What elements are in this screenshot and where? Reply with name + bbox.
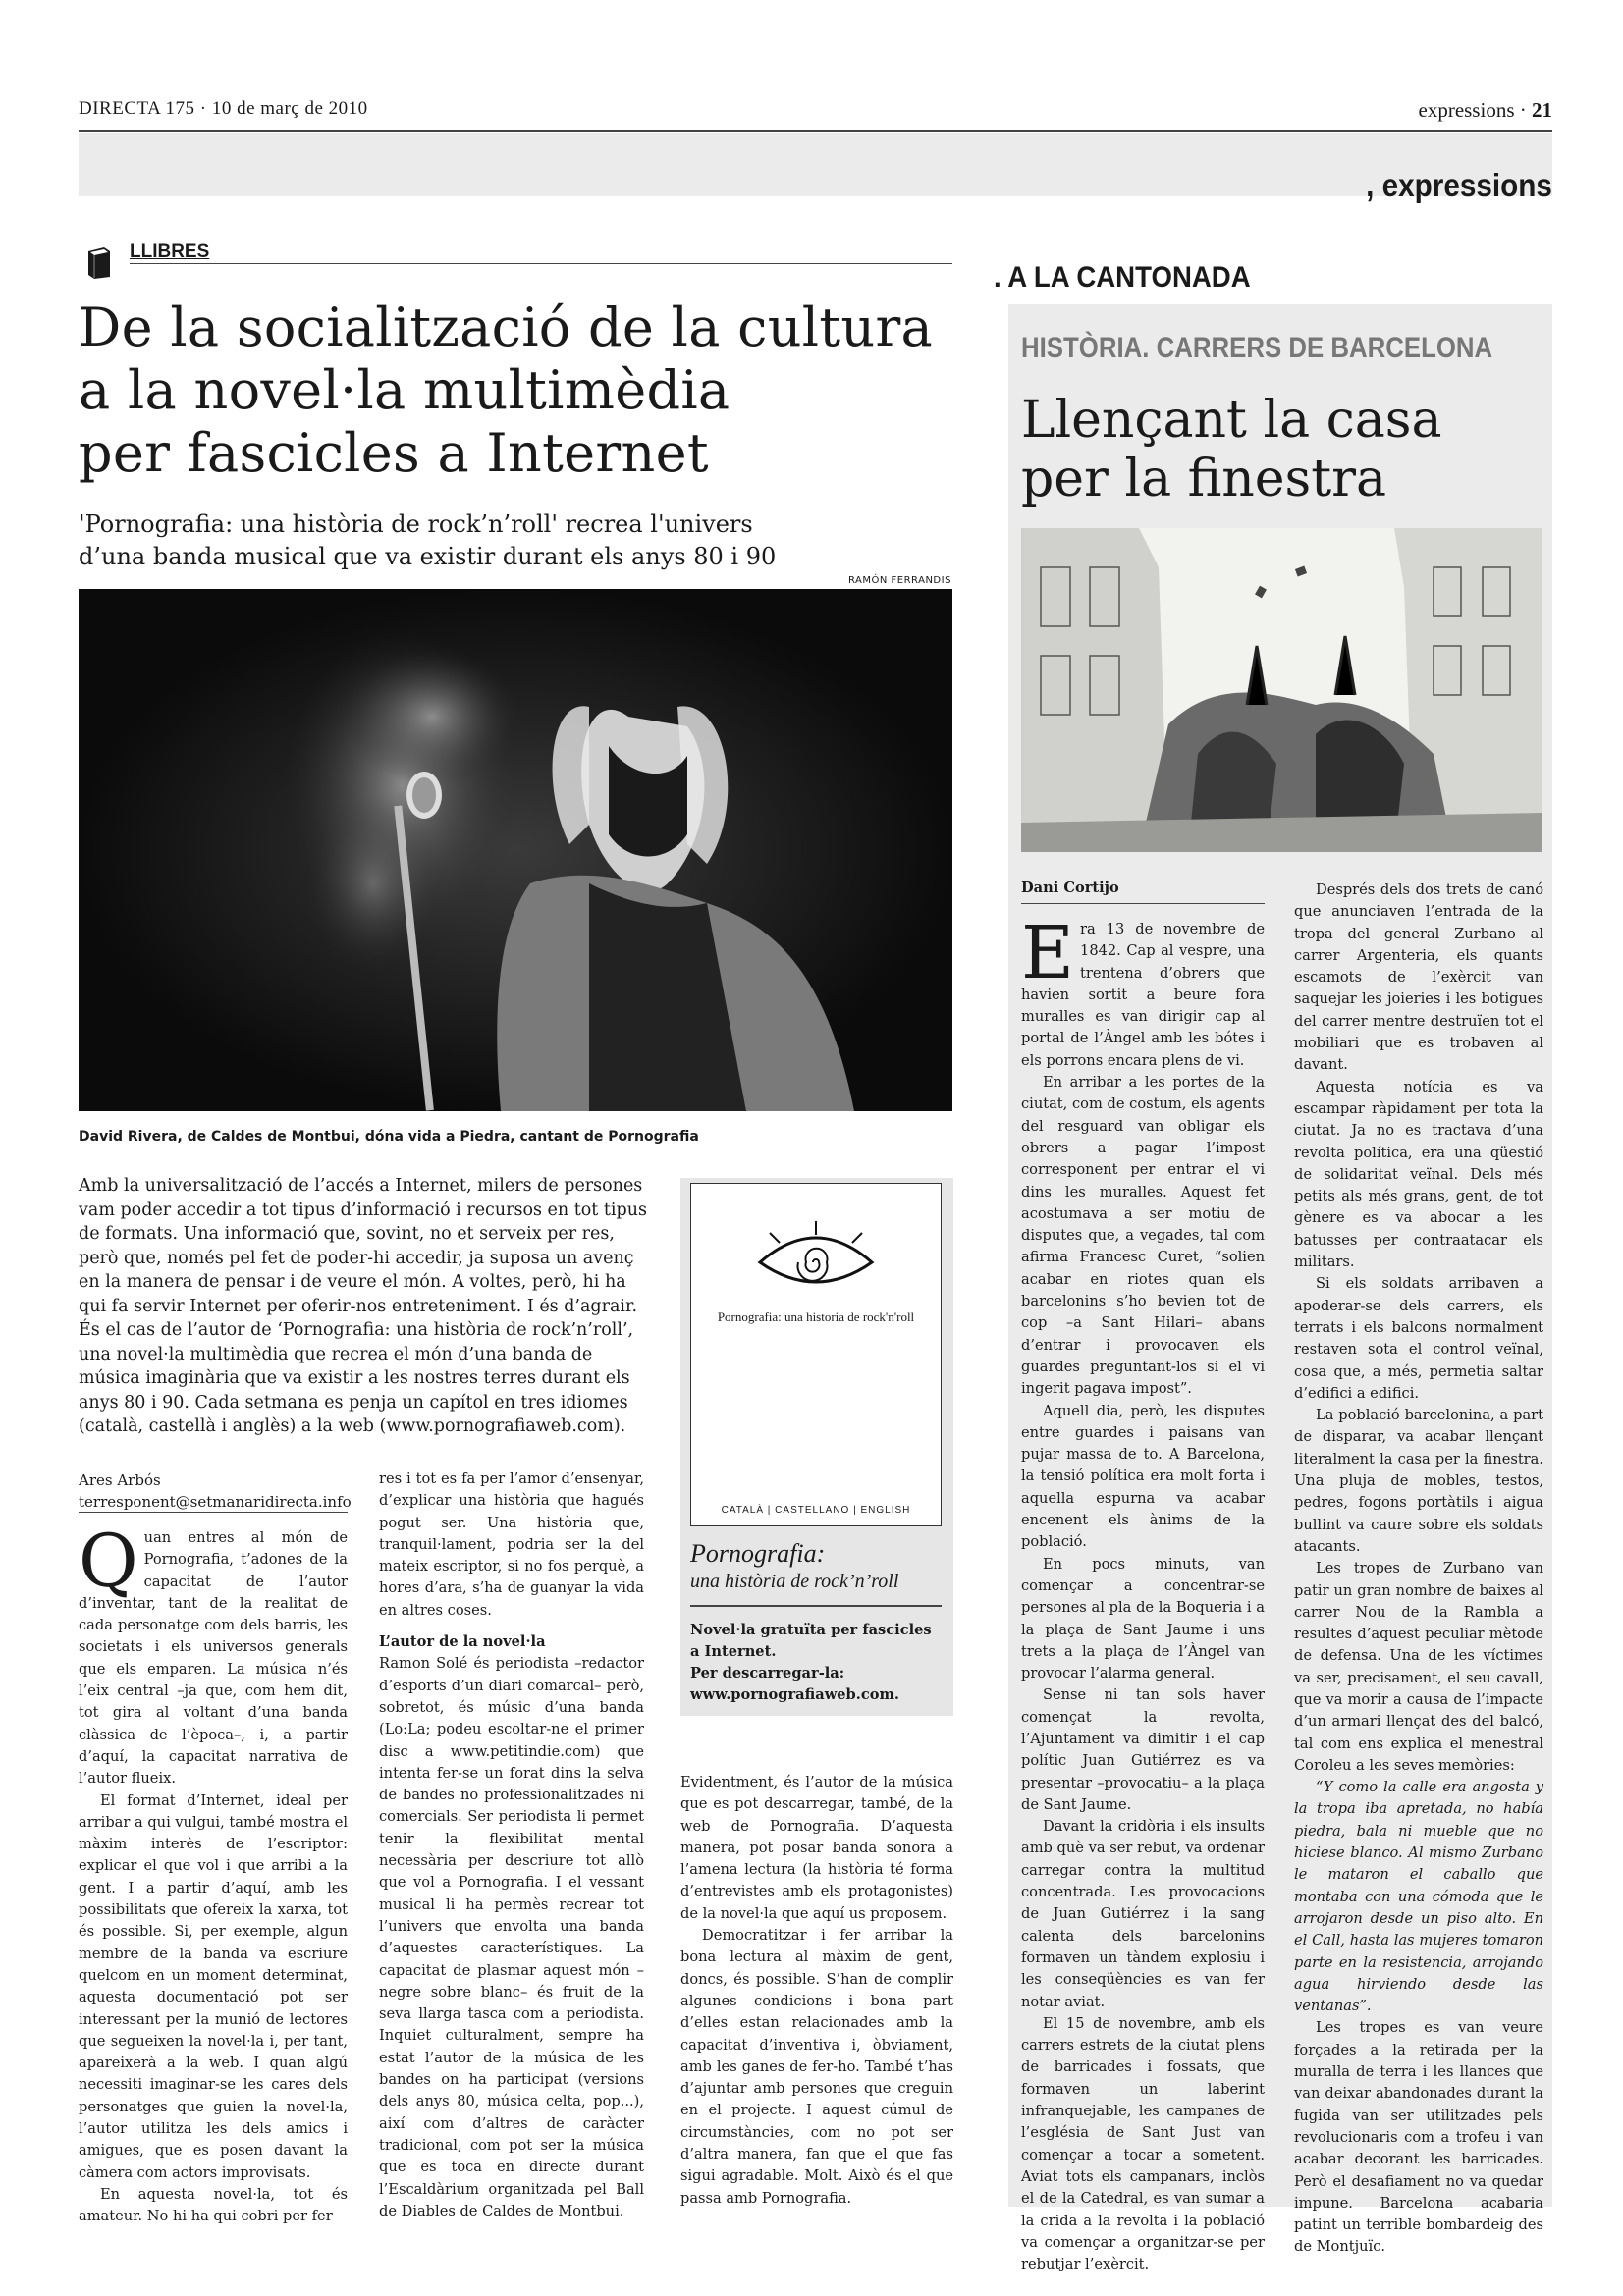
intro-paragraph: Amb la universalització de l’accés a Internet, milers de persones vam poder accedir a tot tipus d’informació i recursos en tot tipus de formats. Una informació que, sovint, no et serveix per res, però que, només pel fet de poder-hi accedir, ja suposa un avenç en la manera de pensar i de veure el món. A voltes, però, hi ha qui fa servir Internet per oferir-nos entreteniment. I és d’agrair. És el cas de l’autor de ‘Pornografia: una història de rock’n’roll’, una novel·la multimèdia que recrea el món d’una banda de música imaginària que va existir a les nostres terres durant els anys 80 i 90. Cada setmana es penja un capítol en tres idiomes (català, castellà i anglès) a la web (www.pornografiaweb.com).	[79, 1176, 647, 1436]
book-cover	[690, 1183, 942, 1526]
paragraph: Democratitzar i fer arribar la bona lectura al màxim de gent, doncs, és possible. S’han de complir algunes condicions i bona part d’elles estan relacionades amb la capacitat d’inventiva i, òbviament, amb les ganes de fer-ho. També t’has d’ajuntar amb persones que creguin en el projecte. I aquest cúmul de circumstàncies, com no pot ser d’altra manera, fan que el que fas sigui agradable. Molt. Això és el que passa amb Pornografia.	[680, 1927, 953, 2207]
book-info-link[interactable]: www.pornografiaweb.com.	[690, 1686, 899, 1703]
paragraph: Ramon Solé és periodista –redactor d’esports d’un diari comarcal– però, sobretot, és músic d’una banda (Lo:La; podeu escoltar-ne el primer disc a www.petitindie.com) que intenta fer-se un forat dins la selva de bandes no professionalitzades ni comercials. Ser periodista li permet tenir la flexibilitat mental necessària per descriure tot allò que vol a Pornografia. I el vessant musical li ha permès recrear tot l’univers que envolta una banda d’aquestes característiques. La capacitat de plasmar aquest món –negre sobre blanc– és fruit de la seva llarga tasca com a periodista. Inquiet culturalment, sempre ha estat l’autor de la música de les bandes on ha participat (versions dels anys 80, música celta, pop...), així com d’altres de caràcter tradicional, com pot ser la música que es toca en directe durant l’Escaldàrium organitzada pel Ball de Diables de Caldes de Montbui.	[379, 1655, 644, 2219]
article-column-3	[680, 1772, 953, 2210]
quote-paragraph: “Y como la calle era angosta y la tropa iba apretada, no había piedra, bala ni mueble que no hiciese blanco. Al mismo Zurbano le mataron el caballo que montaba con una cómoda que le arrojaron desde un piso alto. En el Call, hasta las mujeres tomaron parte en la resistencia, arrojando agua hirviendo desde las ventanas”.	[1294, 1779, 1543, 2015]
section-rule	[130, 263, 952, 264]
article-column-1	[79, 1520, 348, 2228]
section-label-llibres: LLIBRES	[130, 241, 210, 262]
book-rule	[690, 1605, 942, 1607]
paragraph: Aquesta notícia es va escampar ràpidament per tota la ciutat. Ja no es tractava d’una revolta política, era una qüestió de solidaritat veïnal. Dels més petits als més grans, gent, de tot gènere es va abocar a les batusses per contraatacar els militars.	[1294, 1078, 1543, 1271]
author-name: Ares Arbós	[79, 1471, 161, 1489]
book-info	[690, 1620, 946, 1706]
paragraph	[79, 1520, 348, 1790]
subheadline	[79, 508, 962, 573]
paragraph: Sense ni tan sols haver començat la revolta, l’Ajuntament va dimitir i el cap polític Juan Gutiérrez es va presentar –provocatiu– a la plaça de Sant Jaume.	[1021, 1686, 1265, 1813]
headline	[79, 296, 962, 485]
paragraph	[1021, 911, 1265, 1072]
paragraph: Aquell dia, però, les disputes entre guardes i paisans van pujar massa de to. A Barcelona, la tensió política era molt forta i aquella espurna va acabar encenent els ànims de la població.	[1021, 1402, 1265, 1551]
paragraph: res i tot es fa per l’amor d’ensenyar, d’explicar una història que hagués pogut ser. Una història que, tranquil·lament, podria ser la del mateix escriptor, si no fos perquè, a hores d’ara, s’ha de guanyar la vida en altres coses.	[379, 1470, 644, 1619]
paragraph-text: uan entres al món de Pornografia, t’adones de la capacitat de l’autor d’inventar, tant de la realitat de cada personatge com dels barris, les societats i els universos generals que els emparen. La música n’és l’eix central –ja que, com hem dit, tot gira al voltant d’una banda clàssica de l’època–, i, a partir d’aquí, la capacitat narrativa de l’autor flueix.	[79, 1529, 348, 1788]
page-number: 21	[1532, 98, 1552, 122]
book-info-line: Novel·la gratuïta per fascicles a Internet.	[690, 1622, 932, 1660]
paragraph: El 15 de novembre, amb els carrers estrets de la ciutat plens de barricades i fossats, que formaven un laberint infranquejable, les campanes de l’església de Sant Just van començar a tocar a sometent. Aviat tots els campanars, inclòs el de la Catedral, es van sumar a la crida a la revolta i la població va començar a organitzar-se per rebutjar l’exèrcit.	[1021, 2014, 1265, 2273]
section-name: expressions	[1418, 98, 1515, 122]
paragraph: En pocs minuts, van començar a concentrar-se persones al pla de la Boqueria i a la plaça de Sant Jaume i uns trets a la plaça de l’Àngel van provocar l’alarma general.	[1021, 1555, 1265, 1682]
headline-line: a la novel·la multimèdia	[79, 359, 730, 421]
section-label-cantonada: . A LA CANTONADA	[994, 261, 1251, 294]
drop-cap: E	[1021, 911, 1075, 995]
historical-engraving	[1021, 528, 1542, 852]
paragraph-text: ra 13 de novembre de 1842. Cap al vespre, una trentena d’obrers que havien sortit a beure fora muralles es van dirigir cap al portal de l’Àngel amb les bótes i els porrons encara plens de vi.	[1021, 921, 1265, 1069]
byline	[79, 1469, 352, 1513]
headline-line: Llençant la casa	[1021, 391, 1442, 450]
book-cover-languages: CATALÀ | CASTELLANO | ENGLISH	[721, 1505, 911, 1516]
book-title: Pornografia:	[690, 1539, 826, 1568]
paragraph: En arribar a les portes de la ciutat, com de costum, els agents del resguard van obligar els obrers a pagar l’impost corresponent per entrar el vi dins les muralles. Aquest fet acostumava a ser motiu de disputes que, a vegades, tal com afirma Francesc Curet, “solien acabar en riotes quan els barcelonins s’ho bevien tot de cop –a Sant Hilari– abans d’entrar i provocaven els guardes preguntant-los si el vi ingerit pagava impost”.	[1021, 1074, 1265, 1398]
paragraph: El format d’Internet, ideal per arribar a qui vulgui, també mostra el màxim interès de l’escriptor: explicar el que vol i que arribi a la gent. I a partir d’aquí, amb les possibilitats que ofereix la xarxa, tot és possible. Si, per exemple, algun membre de la banda va escriure quelcom en un moment determinat, aquesta documentació pot ser interessant per la munió de lectores que segueixen la novel·la i, per tant, apareixerà a la web. I quan algú necessiti imaginar-se les cares dels personatges que guien la novel·la, l’autor utilitza les dels amics i amigues, que es posen davant la càmera com actors improvisats.	[79, 1791, 348, 2181]
header-separator: ·	[1514, 98, 1532, 122]
subheadline-line: 'Pornografia: una història de rock’n’roll' recrea l'univers	[79, 510, 753, 538]
paragraph: Després dels dos trets de canó que anunciaven l’entrada de la tropa del general Zurbano al carrer Argenteria, els quants escamots de l’exèrcit van saquejar les joieries i les botigues del carrer mentre destruïen tot el mobiliari que es trobaven al davant.	[1294, 881, 1543, 1074]
header-rule	[79, 130, 1552, 132]
photo-credit: RAMÓN FERRANDIS	[848, 575, 951, 586]
byline-rule	[79, 1512, 348, 1513]
paragraph: Davant la cridòria i els insults amb què va ser rebut, va ordenar carregar contra la multitud concentrada. Les provocacions de Juan Gutiérrez i la sang calenta dels barcelonins formaven un tàndem explosiu i les conseqüències es van fer notar aviat.	[1021, 1818, 1265, 2010]
author-email: terresponent@setmanaridirecta.info	[79, 1493, 352, 1511]
byline-author: Dani Cortijo	[1021, 880, 1119, 896]
headline-line: De la socialització de la cultura	[79, 296, 934, 358]
sidebar-headline	[1021, 391, 1542, 508]
column-subhead: L’autor de la novel·la	[379, 1633, 546, 1651]
page-header-right	[1419, 98, 1553, 123]
drop-cap: Q	[79, 1520, 138, 1604]
subheadline-line: d’una banda musical que va existir durant els anys 80 i 90	[79, 543, 777, 570]
paragraph: Les tropes de Zurbano van patir un gran nombre de baixes al carrer Nou de la Rambla a resultes d’aquest peculiar mètode de defensa. Una de les víctimes va ser, precisament, el seu cavall, que va morir a causa de l’impacte d’un armari llençat des del balcó, tal com ens explica el menestral Coroleu a les seves memòries:	[1294, 1560, 1543, 1774]
section-band	[79, 133, 1552, 196]
paragraph: La població barcelonina, a part de disparar, va acabar llençant literalment la casa per la finestra. Una pluja de mobles, testos, pedres, fogons portàtils i aigua bullint va caure sobre els soldats atacants.	[1294, 1407, 1543, 1555]
section-band-title: , expressions	[1366, 167, 1552, 203]
paragraph: Evidentment, és l’autor de la música que es pot descarregar, també, de la web de Pornografia. D’aquesta manera, pot posar banda sonora a l’amena lectura (la història té forma d’entrevistes amb els protagonistes) de la novel·la que aquí us proposem.	[680, 1774, 953, 1922]
eye-icon	[691, 1203, 941, 1321]
article-column-2	[379, 1468, 644, 2222]
paragraph: Si els soldats arribaven a apoderar-se dels carrers, els terrats i els balcons normalment restaven sota el control veïnal, cosa que, a més, permetia saltar d’edifici a edifici.	[1294, 1275, 1543, 1402]
photo-caption: David Rivera, de Caldes de Montbui, dóna vida a Piedra, cantant de Pornografia	[79, 1129, 699, 1145]
sidebar-column-2	[1294, 880, 1543, 2259]
headline-line: per la finestra	[1021, 450, 1386, 508]
book-info-line: Per descarregar-la:	[690, 1665, 845, 1682]
book-subtitle: una història de rock’n’roll	[690, 1571, 899, 1592]
kicker: HISTÒRIA. CARRERS DE BARCELONA	[1021, 332, 1493, 364]
singer-photo	[79, 589, 952, 1111]
book-icon	[84, 243, 114, 279]
byline-rule	[1021, 903, 1265, 904]
sidebar-column-1	[1021, 911, 1265, 2275]
page-header-left: DIRECTA 175 · 10 de març de 2010	[79, 98, 368, 119]
paragraph: Les tropes es van veure forçades a la retirada per la muralla de terra i les llances que van deixar abandonades durant la fugida van ser utilitzades pels revolucionaris com a trofeu i van acabar decorant les barricades. Però el desafiament no va quedar impune. Barcelona acabaria patint un terrible bombardeig des de Montjuïc.	[1294, 2019, 1543, 2256]
book-cover-title: Pornografia: una historia de rock'n'roll	[717, 1309, 915, 1324]
headline-line: per fascicles a Internet	[79, 422, 709, 484]
paragraph: En aquesta novel·la, tot és amateur. No hi ha qui cobri per fer	[79, 2185, 348, 2225]
